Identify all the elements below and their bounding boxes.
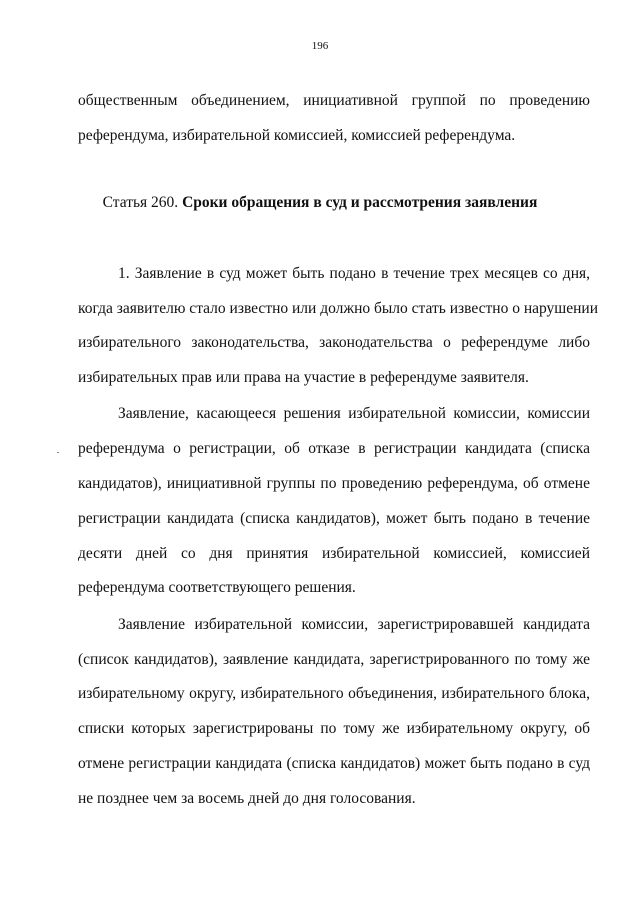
text-line: избирательных прав или права на участие в референдуме заявителя. bbox=[78, 369, 529, 386]
text-line: общественным объединением, инициативной группой по проведению bbox=[78, 92, 590, 109]
text-line: избирательному округу, избирательного объединения, избирательного блока, bbox=[78, 685, 590, 702]
text-line: когда заявителю стало известно или должно было стать известно о нарушении bbox=[78, 300, 598, 317]
text-line: отмене регистрации кандидата (списка кандидатов) может быть подано в суд bbox=[78, 755, 590, 772]
text-line: десяти дней со дня принятия избирательной комиссией, комиссией bbox=[78, 545, 590, 562]
text-line: 1. Заявление в суд может быть подано в течение трех месяцев со дня, bbox=[118, 265, 590, 282]
text-line: избирательного законодательства, законодательства о референдуме либо bbox=[78, 334, 590, 351]
article-heading bbox=[0, 193, 640, 213]
text-line: кандидатов), инициативной группы по проведению референдума, об отмене bbox=[78, 475, 590, 492]
text-line: Заявление избирательной комиссии, зарегистрировавшей кандидата bbox=[118, 616, 590, 633]
text-line: референдума о регистрации, об отказе в регистрации кандидата (списка bbox=[78, 440, 590, 457]
text-line: регистрации кандидата (списка кандидатов), может быть подано в течение bbox=[78, 510, 590, 527]
article-number: Статья 260. bbox=[102, 194, 179, 211]
margin-mark bbox=[57, 452, 59, 453]
page-number: 196 bbox=[311, 40, 329, 52]
text-line: списки которых зарегистрированы по тому же избирательному округу, об bbox=[78, 720, 590, 737]
text-line: не позднее чем за восемь дней до дня голосования. bbox=[78, 790, 416, 807]
text-line: референдума, избирательной комиссией, комиссией референдума. bbox=[78, 127, 516, 144]
text-line: Заявление, касающееся решения избирательной комиссии, комиссии bbox=[118, 405, 590, 422]
article-title: Сроки обращения в суд и рассмотрения заявления bbox=[182, 194, 538, 211]
text-line: референдума соответствующего решения. bbox=[78, 579, 356, 596]
text-line: (список кандидатов), заявление кандидата, зарегистрированного по тому же bbox=[78, 651, 590, 668]
